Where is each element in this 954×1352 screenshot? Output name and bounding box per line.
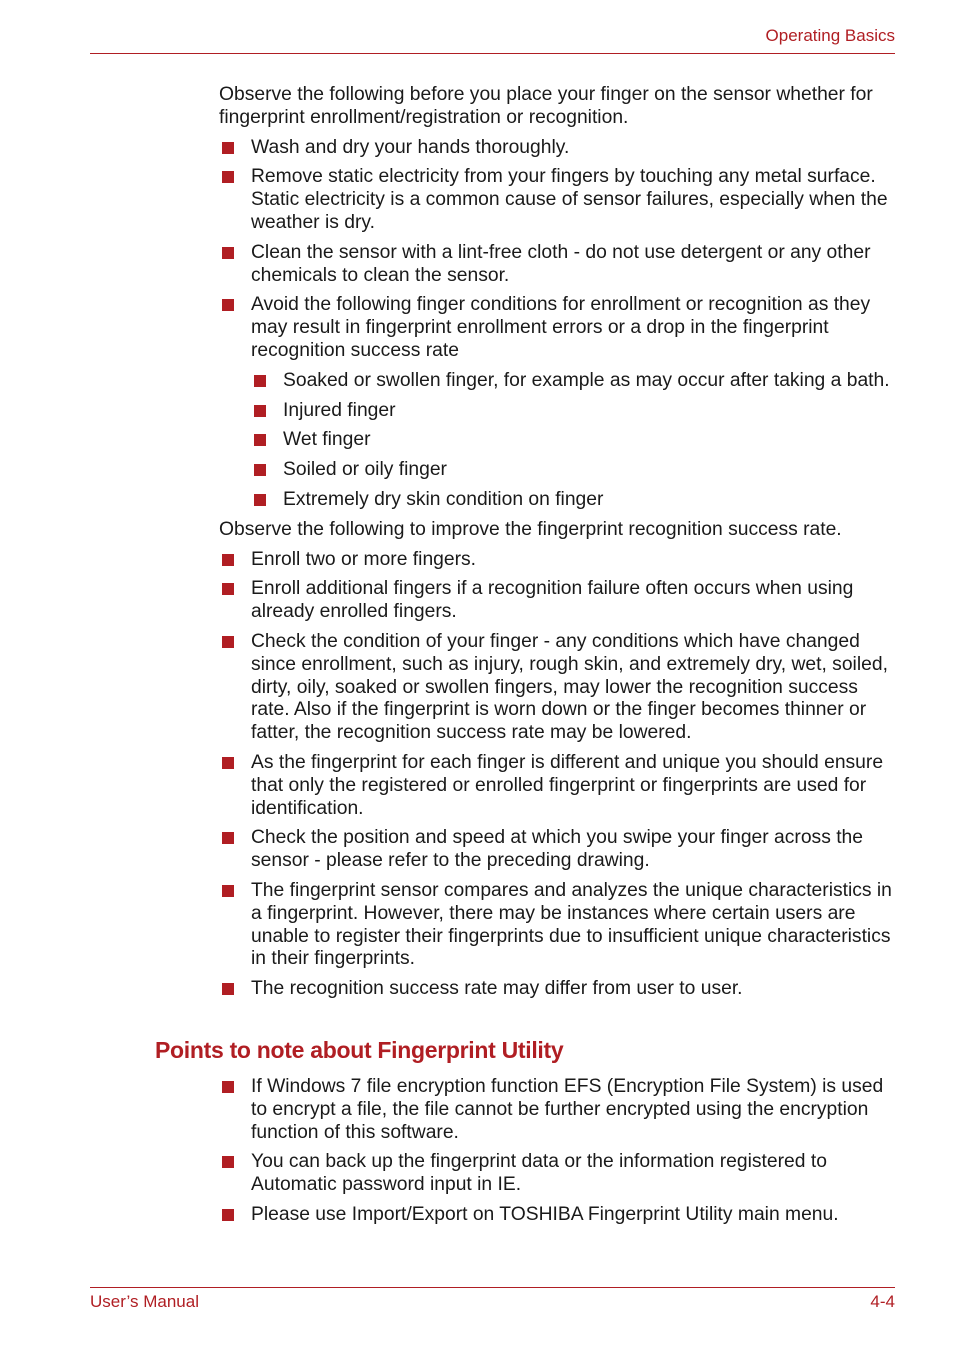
- square-bullet-icon: [222, 142, 234, 154]
- square-bullet-icon: [222, 299, 234, 311]
- utility-notes: [219, 1076, 897, 1234]
- list-item: [219, 978, 897, 1001]
- square-bullet-icon: [222, 757, 234, 769]
- square-bullet-icon: [222, 636, 234, 648]
- square-bullet-icon: [222, 885, 234, 897]
- list-item-text: Check the position and speed at which you swipe your finger across the sensor - please refer to the preceding drawing.: [251, 827, 863, 872]
- square-bullet-icon: [254, 375, 266, 387]
- list-item: [219, 242, 897, 288]
- list-item-text: Wash and dry your hands thoroughly.: [251, 136, 570, 158]
- sublist-item: [251, 459, 897, 482]
- list-item-text: You can back up the fingerprint data or the information registered to Automatic password input in IE.: [251, 1151, 827, 1196]
- square-bullet-icon: [222, 1209, 234, 1221]
- list-item: [219, 1204, 897, 1227]
- list-item-text: The fingerprint sensor compares and analyzes the unique characteristics in a fingerprint. However, there may be instances where certain users are unable to register their fingerprints due to insufficient unique characteristics in their fingerprints.: [251, 879, 892, 970]
- square-bullet-icon: [254, 494, 266, 506]
- list-item: [219, 294, 897, 362]
- list-item: [219, 166, 897, 234]
- list-item-text: Enroll additional fingers if a recognition failure often occurs when using already enrolled fingers.: [251, 578, 854, 623]
- square-bullet-icon: [222, 554, 234, 566]
- section-heading: Points to note about Fingerprint Utility: [155, 1037, 564, 1063]
- square-bullet-icon: [254, 405, 266, 417]
- list-item: [219, 880, 897, 971]
- sublist-item: [251, 370, 897, 393]
- list-item-text: Please use Import/Export on TOSHIBA Fingerprint Utility main menu.: [251, 1203, 839, 1225]
- footer-manual-title: User’s Manual: [90, 1292, 199, 1311]
- utility-notes-list: [219, 1076, 897, 1227]
- list-item-text: If Windows 7 file encryption function EFS (Encryption File System) is used to encrypt a file, the file cannot be further encrypted using the encryption function of this software.: [251, 1076, 884, 1143]
- list-item-text: As the fingerprint for each finger is different and unique you should ensure that only the registered or enrolled fingerprint or fingerprints are used for identification.: [251, 751, 884, 819]
- header-title: Operating Basics: [765, 26, 895, 45]
- list-item: [219, 1076, 897, 1144]
- list-item: [219, 827, 897, 873]
- sublist-item: [251, 429, 897, 452]
- main-content: [219, 84, 897, 1008]
- list-item-text: Remove static electricity from your fingers by touching any metal surface. Static electricity is a common cause of sensor failures, especially when the weather is dry.: [251, 166, 888, 233]
- sublist-item: [251, 489, 897, 512]
- sublist-item-text: Extremely dry skin condition on finger: [283, 488, 604, 510]
- list-item-text: Enroll two or more fingers.: [251, 548, 477, 570]
- square-bullet-icon: [222, 583, 234, 595]
- list-item: [219, 137, 897, 160]
- finger-conditions-sublist: [219, 370, 897, 512]
- sublist-item-text: Soiled or oily finger: [283, 459, 447, 481]
- intro-paragraph-1: Observe the following before you place your finger on the sensor whether for fingerprint enrollment/registration or recognition.: [219, 84, 873, 128]
- sublist-item-text: Injured finger: [283, 399, 396, 421]
- square-bullet-icon: [222, 171, 234, 183]
- list-item-text: Check the condition of your finger - any conditions which have changed since enrollment, such as injury, rough skin, and extremely dry, wet, soiled, dirty, oily, soaked or swollen fingers, may lower the recognition success rate. Also if the fingerprint is worn down or the finger becomes thinner or fatter, the recognition success rate may be lowered.: [251, 630, 888, 744]
- intro-paragraph-2: Observe the following to improve the fingerprint recognition success rate.: [219, 518, 842, 540]
- page-number: 4-4: [870, 1292, 895, 1311]
- square-bullet-icon: [222, 247, 234, 259]
- precautions-list: [219, 137, 897, 363]
- square-bullet-icon: [222, 1081, 234, 1093]
- list-item-text: Avoid the following finger conditions for enrollment or recognition as they may result in fingerprint enrollment errors or a drop in the fingerprint recognition success rate: [251, 294, 871, 361]
- improvement-list: [219, 549, 897, 1001]
- header-rule: [90, 53, 895, 54]
- list-item-text: The recognition success rate may differ from user to user.: [251, 978, 743, 1000]
- list-item: [219, 1151, 897, 1197]
- sublist-item-text: Soaked or swollen finger, for example as may occur after taking a bath.: [283, 369, 890, 391]
- list-item: [219, 578, 897, 624]
- square-bullet-icon: [222, 983, 234, 995]
- footer-rule: [90, 1287, 895, 1288]
- sublist-item-text: Wet finger: [283, 429, 371, 451]
- list-item: [219, 631, 897, 745]
- square-bullet-icon: [222, 832, 234, 844]
- sublist-item: [251, 400, 897, 423]
- square-bullet-icon: [254, 464, 266, 476]
- list-item: [219, 549, 897, 572]
- list-item-text: Clean the sensor with a lint-free cloth - do not use detergent or any other chemicals to clean the sensor.: [251, 241, 871, 286]
- square-bullet-icon: [254, 434, 266, 446]
- square-bullet-icon: [222, 1156, 234, 1168]
- list-item: [219, 752, 897, 820]
